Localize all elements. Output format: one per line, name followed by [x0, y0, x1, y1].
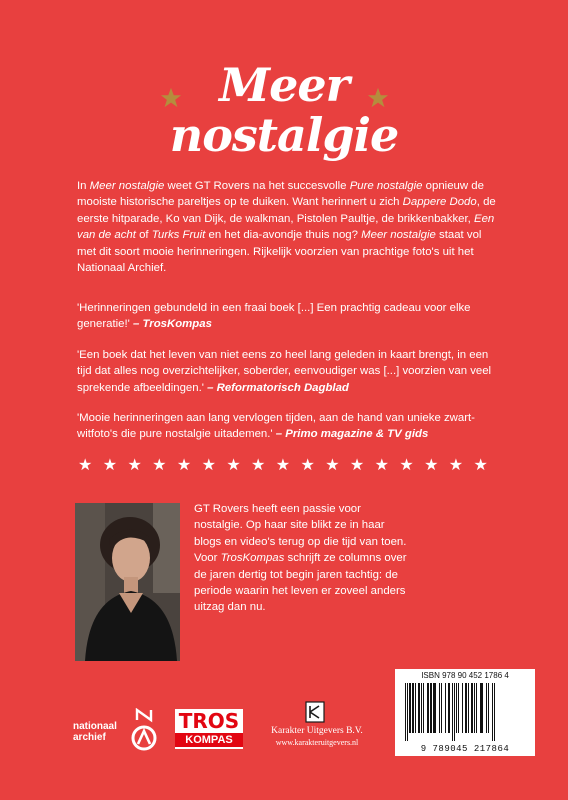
isbn-number: ISBN 978 90 452 1786 4	[421, 671, 509, 680]
star-icon: ★	[127, 455, 142, 474]
karakter-emblem-icon	[305, 701, 325, 723]
star-icon: ★	[275, 455, 291, 474]
isbn-barcode	[395, 669, 535, 756]
nationaal-archief-logo: nationaal archief	[73, 713, 191, 753]
star-icon: ★	[102, 455, 118, 474]
title-line-2: nostalgie	[169, 108, 399, 162]
decorative-star-row	[78, 457, 488, 473]
star-icon: ★	[473, 455, 488, 474]
author-bio: GT Rovers heeft een passie voor nostalgie. Op haar site blikt ze in haar blogs en video's terug op die tijd van toen. Voor TrosKompas schrijft ze columns over de jaren dertig tot begin jaren tachtig: de periode waarin het leven er zoveel anders uitzag dan nu.	[194, 503, 407, 614]
quote-reformatorisch-dagblad: 'Een boek dat het leven van niet eens zo heel lang geleden in kaart brengt, in een tijd dat alles nog overzichtelijker, soberder, eenvoudiger was [...] voorzien van veel sprekende afbeeldingen.' – Reformatorisch Dagblad	[77, 349, 492, 394]
star-icon: ★	[424, 455, 439, 474]
star-icon: ★	[176, 455, 192, 474]
star-icon: ★	[152, 455, 167, 474]
ean-digits: 9 789045 217864	[420, 744, 510, 754]
title-line-1: Meer	[219, 58, 349, 112]
star-icon: ★	[325, 455, 340, 474]
star-icon: ★	[399, 455, 414, 474]
book-title	[0, 60, 568, 160]
quote-troskompas: 'Herinneringen gebundeld in een fraai boek [...] Een prachtig cadeau voor elke generatie!' – TrosKompas	[77, 302, 471, 331]
troskompas-logo: TROS KOMPAS	[175, 709, 243, 749]
star-icon: ★	[251, 455, 266, 474]
star-icon: ★	[78, 455, 93, 474]
author-photo	[75, 503, 180, 661]
star-icon: ★	[374, 455, 389, 474]
blurb-paragraph: In Meer nostalgie weet GT Rovers na het succesvolle Pure nostalgie opnieuw de mooiste historische pareltjes op te duiken. Want herinnert u zich Dappere Dodo, de eerste hitparade, Ko van Dijk, de walkman, Pistolen Paultje, de brikkenbakker, Een van de acht of Turks Fruit en het dia-avondje thuis nog? Meer nostalgie staat vol met dit soort mooie herinneringen. Rijkelijk voorzien van prachtige foto's uit het Nationaal Archief.	[77, 180, 496, 275]
star-icon: ★	[226, 455, 241, 474]
barcode-icon	[403, 683, 527, 741]
star-icon: ★	[201, 455, 216, 474]
quote-primo-magazine: 'Mooie herinneringen aan lang vervlogen tijden, aan de hand van unieke zwart-witfoto's die pure nostalgie uitademen.' – Primo magazine & TV gids	[77, 412, 475, 441]
star-icon: ★	[448, 455, 464, 474]
nationaal-archief-emblem-icon	[131, 708, 157, 752]
karakter-uitgevers-logo: Karakter Uitgevers B.V. www.karakteruitgevers.nl	[257, 701, 377, 751]
star-icon: ★	[300, 455, 315, 474]
star-icon: ★	[349, 455, 365, 474]
